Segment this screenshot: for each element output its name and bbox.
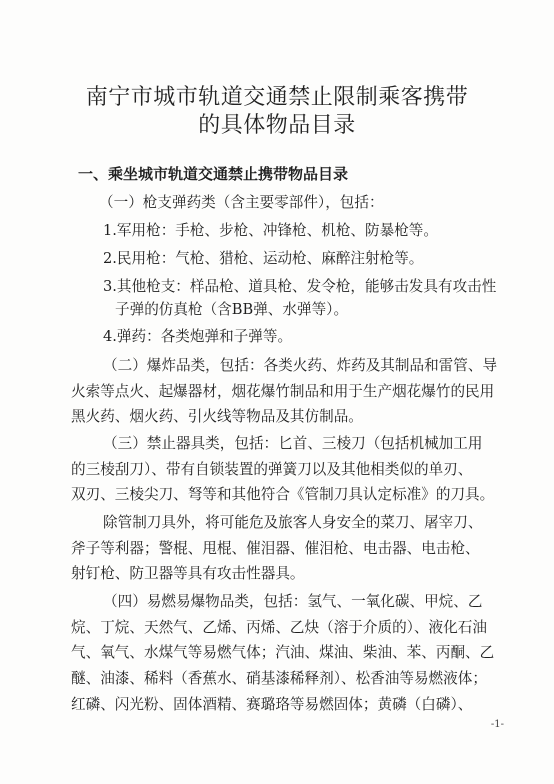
paragraph-line: 3.其他枪支：样品枪、道具枪、发令枪，能够击发具有攻击性 — [103, 278, 497, 295]
paragraph-line: 醚、油漆、稀料（香蕉水、硝基漆稀释剂）、松香油等易燃液体； — [71, 670, 487, 687]
paragraph-line: 子弹的仿真枪（含BB弹、水弹等）。 — [115, 301, 349, 318]
paragraph-line: （三）禁止器具类，包括：匕首、三棱刀（包括机械加工用 — [103, 435, 483, 452]
paragraph-line: 双刃、三棱尖刀、弩等和其他符合《管制刀具认定标准》的刀具。 — [71, 486, 495, 503]
paragraph-line: 2.民用枪：气枪、猎枪、运动枪、麻醉注射枪等。 — [103, 250, 424, 267]
section-heading: 一、乘坐城市轨道交通禁止携带物品目录 — [78, 165, 349, 183]
document-title-line-2: 的具体物品目录 — [198, 113, 356, 138]
paragraph-line: 射钉枪、防卫器等具有攻击性器具。 — [71, 565, 305, 582]
paragraph-line: 火索等点火、起爆器材，烟花爆竹制品和用于生产烟花爆竹的民用 — [71, 383, 495, 400]
paragraph-line: 气、氧气、水煤气等易燃气体；汽油、煤油、柴油、苯、丙酮、乙 — [71, 644, 495, 661]
paragraph-line: 烷、丁烷、天然气、乙烯、丙烯、乙炔（溶于介质的）、液化石油 — [71, 619, 487, 636]
paragraph-line: 除管制刀具外，将可能危及旅客人身安全的菜刀、屠宰刀、 — [103, 514, 483, 531]
page-number: -1- — [490, 719, 504, 730]
paragraph-line: 的三棱刮刀）、带有自锁装置的弹簧刀以及其他相类似的单刃、 — [71, 461, 473, 478]
paragraph-line: 斧子等利器；警棍、甩棍、催泪器、催泪枪、电击器、电击枪、 — [71, 540, 480, 557]
document-title-line-1: 南宁市城市轨道交通禁止限制乘客携带 — [85, 85, 469, 110]
paragraph-line: 黑火药、烟火药、引火线等物品及其仿制品。 — [71, 408, 363, 425]
paragraph-line: 1.军用枪：手枪、步枪、冲锋枪、机枪、防暴枪等。 — [103, 222, 438, 239]
paragraph-line: 4.弹药：各类炮弹和子弹等。 — [103, 328, 293, 345]
paragraph-line: （四）易燃易爆物品类，包括：氢气、一氧化碳、甲烷、乙 — [103, 593, 483, 610]
paragraph-line: （一）枪支弹药类（含主要零部件），包括： — [99, 194, 384, 211]
paragraph-line: 红磷、闪光粉、固体酒精、赛璐珞等易燃固体；黄磷（白磷）、 — [71, 696, 473, 713]
paragraph-line: （二）爆炸品类，包括：各类火药、炸药及其制品和雷管、导 — [103, 357, 498, 374]
